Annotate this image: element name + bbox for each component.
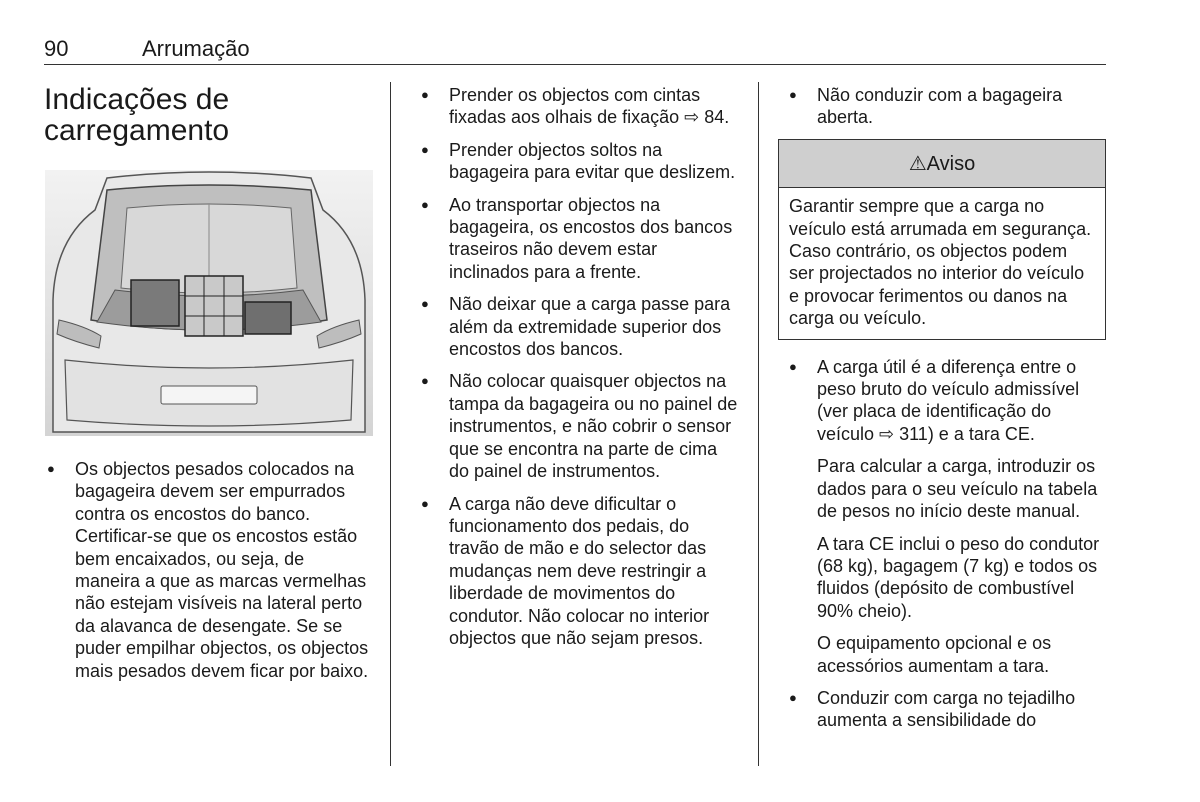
paragraph: Para calcular a carga, introduzir os dados para o seu veículo na tabela de pesos no início deste manual. bbox=[817, 456, 1098, 522]
section-title: Arrumação bbox=[142, 36, 250, 61]
col1-list bbox=[44, 458, 374, 682]
page-number: 90 bbox=[44, 36, 69, 61]
column-3 bbox=[786, 84, 1108, 742]
list-item: ● Prender os objectos com cintas fixadas aos olhais de fixação ⇨ 84. bbox=[418, 84, 738, 129]
column-divider bbox=[390, 82, 391, 766]
warning-heading: ⚠Aviso bbox=[779, 140, 1105, 188]
list-item: ● Não deixar que a carga passe para além da extremidade superior dos encostos dos bancos. bbox=[418, 293, 738, 360]
car-trunk-illustration bbox=[45, 170, 373, 436]
warning-text: Garantir sempre que a carga no veículo está arrumada em segurança. Caso contrário, os objectos podem ser projectados no interior do veículo e provocar ferimentos ou danos na carga ou veículo. bbox=[789, 196, 1092, 329]
paragraph: A tara CE inclui o peso do condutor (68 kg), bagagem (7 kg) e todos os fluidos (depósito de combustível 90% cheio). bbox=[817, 533, 1100, 621]
column-1 bbox=[44, 84, 374, 692]
page-title: Indicações de carregamento bbox=[44, 83, 230, 147]
col3-list-2 bbox=[786, 356, 1108, 446]
col2-list bbox=[418, 84, 738, 649]
column-2 bbox=[418, 84, 738, 659]
warning-box bbox=[778, 139, 1106, 340]
list-item: ● Não colocar quaisquer objectos na tampa da bagageira ou no painel de instrumentos, e não cobrir o sensor que se encontra na parte de cima do painel de instrumentos. bbox=[418, 370, 738, 482]
list-item: ● Prender objectos soltos na bagageira para evitar que deslizem. bbox=[418, 139, 738, 184]
list-item: ● Os objectos pesados colocados na bagageira devem ser empurrados contra os encostos do banco. Certificar-se que os encostos estão bem encaixados, ou seja, de maneira a que as marcas vermelhas não estejam visíveis na lateral perto da alavanca de desengate. Se se puder empilhar objectos, os objectos mais pesados devem ficar por baixo. bbox=[44, 458, 374, 682]
list-item: ● Não conduzir com a bagageira aberta. bbox=[786, 84, 1108, 129]
col3-list bbox=[786, 84, 1108, 129]
page-header bbox=[44, 34, 1106, 65]
column-divider bbox=[758, 82, 759, 766]
list-item: ● Ao transportar objectos na bagageira, os encostos dos bancos traseiros não devem estar inclinados para a frente. bbox=[418, 194, 738, 284]
list-item: ● A carga não deve dificultar o funcionamento dos pedais, do travão de mão e do selector das mudanças nem deve restringir a liberdade de movimentos do condutor. Não colocar no interior objectos que não sejam presos. bbox=[418, 493, 738, 650]
list-item: ● A carga útil é a diferença entre o peso bruto do veículo admissível (ver placa de identificação do veículo ⇨ 311) e a tara CE. bbox=[786, 356, 1108, 446]
list-item: ● Conduzir com carga no tejadilho aumenta a sensibilidade do bbox=[786, 687, 1108, 732]
paragraph: O equipamento opcional e os acessórios aumentam a tara. bbox=[817, 633, 1052, 676]
col3-list-3 bbox=[786, 687, 1108, 732]
